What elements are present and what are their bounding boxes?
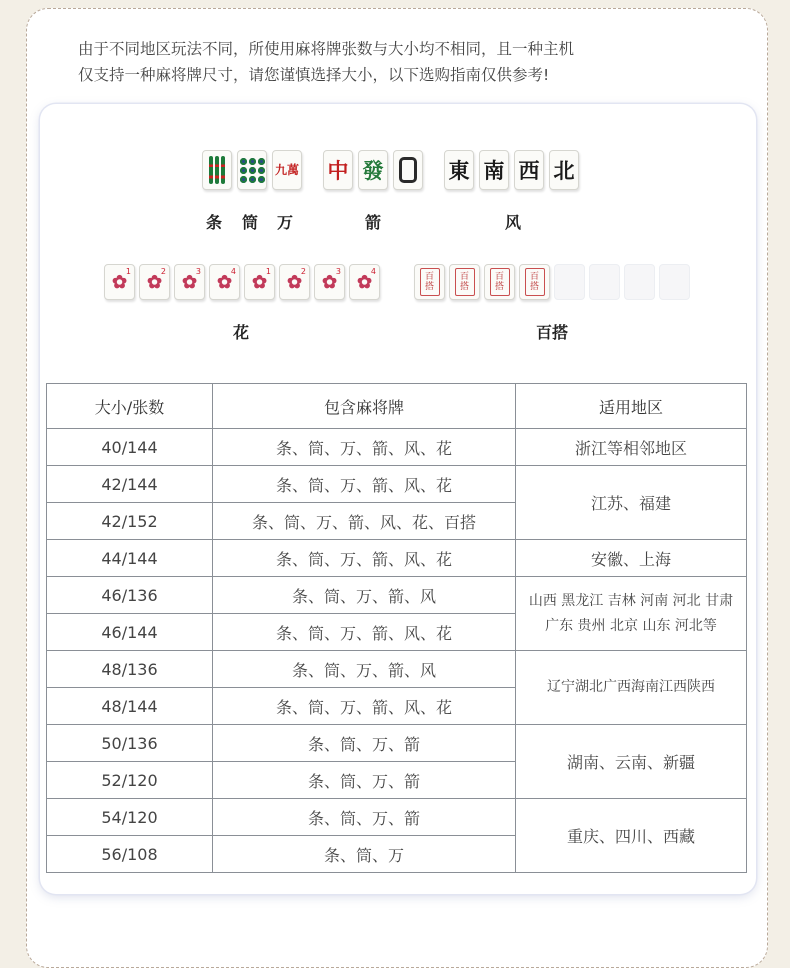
flower-number: 3: [335, 267, 341, 276]
tiles-cell: 条、筒、万、箭、风: [213, 651, 516, 688]
baida-tile: [484, 264, 515, 300]
table-header-row: [47, 384, 747, 429]
baida-tile: [414, 264, 445, 300]
red-dragon-glyph: 中: [327, 158, 349, 183]
region-cell: 重庆、四川、西藏: [516, 799, 747, 873]
baida-tile: [519, 264, 550, 300]
flower-icon: ✿: [321, 271, 338, 293]
flower-tile: [139, 264, 170, 300]
flower-icon: ✿: [181, 271, 198, 293]
south-wind-tile: [479, 150, 509, 190]
intro-text: [78, 36, 718, 88]
south-wind-glyph: 南: [483, 158, 505, 183]
label-baida: 百搭: [536, 323, 569, 342]
table-row: [47, 429, 747, 466]
baida-stamp-icon: 百 搭: [455, 268, 475, 296]
baida-stamp-icon: 百 搭: [490, 268, 510, 296]
tiles-cell: 条、筒、万、箭、风、花: [213, 688, 516, 725]
north-wind-tile: [549, 150, 579, 190]
size-guide-table: [46, 383, 747, 873]
table-row: [47, 540, 747, 577]
tiles-cell: 条、筒、万、箭、风、花: [213, 540, 516, 577]
suit-tiles: [202, 150, 307, 190]
flower-number: 1: [125, 267, 131, 276]
east-wind-glyph: 東: [448, 158, 470, 183]
tiles-cell: 条、筒、万、箭、风、花、百搭: [213, 503, 516, 540]
flower-tile: [279, 264, 310, 300]
flower-tile: [244, 264, 275, 300]
baida-tiles: [414, 264, 694, 300]
blank-tile: [624, 264, 655, 300]
region-cell: 江苏、福建: [516, 466, 747, 540]
blank-tile: [589, 264, 620, 300]
circles-icon: [240, 158, 265, 183]
flower-tile: [174, 264, 205, 300]
label-wan: 万: [277, 213, 294, 232]
region-line: 山西 黑龙江 吉林 河南 河北 甘肃: [528, 592, 734, 609]
size-cell: 46/136: [47, 577, 213, 614]
flower-tiles: [104, 264, 384, 300]
dragon-tiles: [323, 150, 428, 190]
header-region: 适用地区: [516, 384, 747, 429]
size-cell: 52/120: [47, 762, 213, 799]
tong-tile: [237, 150, 267, 190]
white-dragon-frame-icon: [399, 157, 417, 183]
label-jian: 箭: [365, 213, 382, 232]
region-cell: [516, 577, 747, 651]
green-dragon-tile: [358, 150, 388, 190]
flower-number: 1: [265, 267, 271, 276]
label-tong: 筒: [242, 213, 259, 232]
flower-icon: ✿: [111, 271, 128, 293]
flower-number: 3: [195, 267, 201, 276]
flower-number: 4: [230, 267, 236, 276]
label-tiao: 条: [206, 213, 223, 232]
baida-tile: [449, 264, 480, 300]
flower-tile: [314, 264, 345, 300]
west-wind-tile: [514, 150, 544, 190]
white-dragon-tile: [393, 150, 423, 190]
table-row: [47, 725, 747, 762]
tiles-cell: 条、筒、万、箭: [213, 799, 516, 836]
header-tiles: 包含麻将牌: [213, 384, 516, 429]
table-row: [47, 466, 747, 503]
tiles-cell: 条、筒、万、箭、风、花: [213, 429, 516, 466]
baida-stamp-icon: 百 搭: [420, 268, 440, 296]
region-cell: 安徽、上海: [516, 540, 747, 577]
tiles-cell: 条、筒、万、箭、风: [213, 577, 516, 614]
size-cell: 56/108: [47, 836, 213, 873]
baida-stamp-icon: 百 搭: [525, 268, 545, 296]
size-cell: 44/144: [47, 540, 213, 577]
west-wind-glyph: 西: [518, 158, 540, 183]
flower-tile: [349, 264, 380, 300]
wan-tile: [272, 150, 302, 190]
flower-icon: ✿: [356, 271, 373, 293]
table-row: [47, 577, 747, 614]
tiles-cell: 条、筒、万、箭、风、花: [213, 466, 516, 503]
size-cell: 50/136: [47, 725, 213, 762]
region-cell: 浙江等相邻地区: [516, 429, 747, 466]
table-row: [47, 651, 747, 688]
red-dragon-tile: [323, 150, 353, 190]
size-cell: 46/144: [47, 614, 213, 651]
table-row: [47, 799, 747, 836]
size-cell: 54/120: [47, 799, 213, 836]
intro-line-2: 仅支持一种麻将牌尺寸，请您谨慎选择大小，以下选购指南仅供参考!: [78, 66, 550, 84]
size-cell: 48/136: [47, 651, 213, 688]
region-cell: 湖南、云南、新疆: [516, 725, 747, 799]
tiles-cell: 条、筒、万、箭: [213, 725, 516, 762]
blank-tile: [554, 264, 585, 300]
flower-number: 4: [370, 267, 376, 276]
region-cell: 辽宁湖北广西海南江西陕西: [516, 651, 747, 725]
flower-icon: ✿: [216, 271, 233, 293]
north-wind-glyph: 北: [553, 158, 575, 183]
wan-tile-glyph: 九萬: [274, 162, 299, 177]
size-cell: 42/152: [47, 503, 213, 540]
flower-tile: [104, 264, 135, 300]
region-line: 广东 贵州 北京 山东 河北等: [545, 617, 717, 634]
bamboo-icon: [209, 156, 225, 184]
flower-icon: ✿: [146, 271, 163, 293]
tiao-tile: [202, 150, 232, 190]
flower-icon: ✿: [251, 271, 268, 293]
flower-tile: [209, 264, 240, 300]
flower-number: 2: [300, 267, 306, 276]
flower-icon: ✿: [286, 271, 303, 293]
green-dragon-glyph: 發: [362, 158, 384, 183]
label-hua: 花: [233, 323, 250, 342]
size-cell: 42/144: [47, 466, 213, 503]
header-size: 大小/张数: [47, 384, 213, 429]
tiles-cell: 条、筒、万、箭: [213, 762, 516, 799]
wind-tiles: [444, 150, 584, 190]
blank-tile: [659, 264, 690, 300]
tiles-cell: 条、筒、万: [213, 836, 516, 873]
flower-number: 2: [160, 267, 166, 276]
east-wind-tile: [444, 150, 474, 190]
label-feng: 风: [505, 213, 522, 232]
size-cell: 40/144: [47, 429, 213, 466]
tiles-cell: 条、筒、万、箭、风、花: [213, 614, 516, 651]
size-cell: 48/144: [47, 688, 213, 725]
intro-line-1: 由于不同地区玩法不同，所使用麻将牌张数与大小均不相同，且一种主机: [78, 40, 575, 58]
